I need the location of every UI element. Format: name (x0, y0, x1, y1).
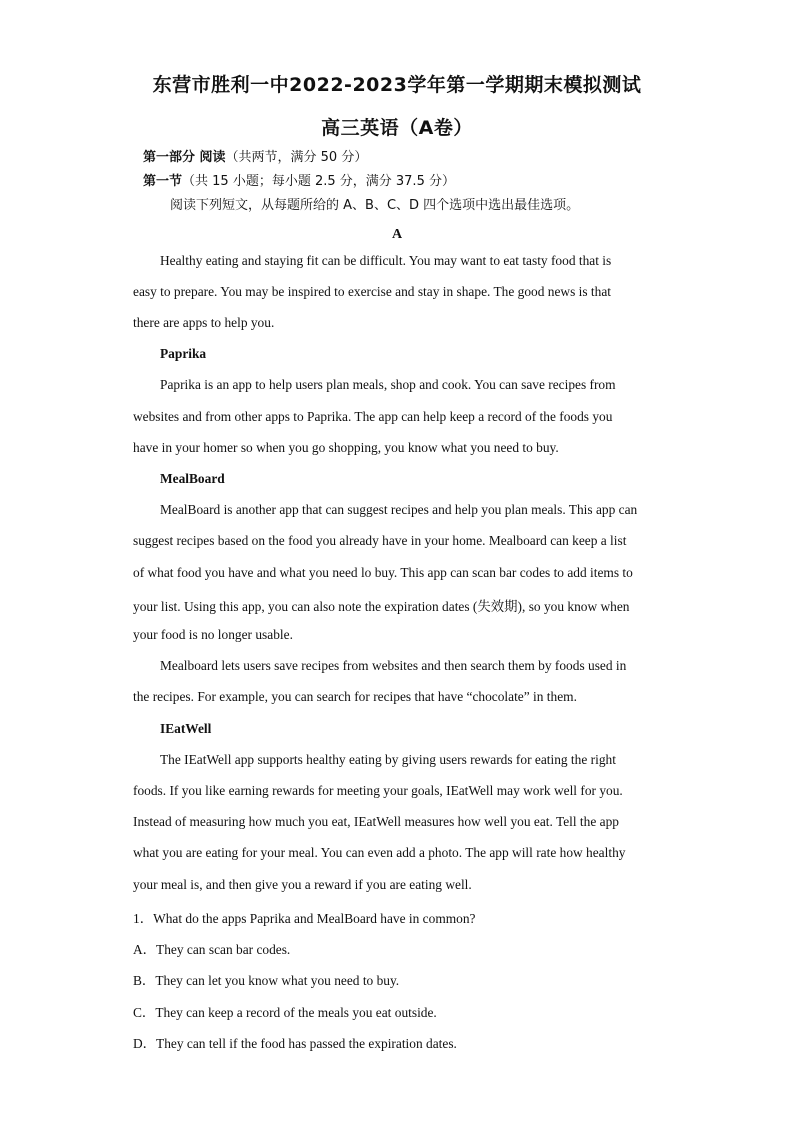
ieatwell-heading: IEatWell (160, 721, 212, 736)
intro-line: Healthy eating and staying fit can be difficult. You may want to eat tasty food that is (160, 253, 612, 268)
part1-line (143, 146, 367, 165)
ieatwell-line: your meal is, and then give you a reward if you are eating well. (133, 877, 472, 892)
ieatwell-line: what you are eating for your meal. You can even add a photo. The app will rate how healthy (133, 845, 626, 860)
option-b: B．They can let you know what you need to buy. (133, 973, 400, 988)
option-c: C．They can keep a record of the meals you eat outside. (133, 1005, 437, 1020)
mealboard-line: MealBoard is another app that can suggest recipes and help you plan meals. This app can (160, 502, 638, 517)
paprika-line: have in your homer so when you go shopping, you know what you need to buy. (133, 440, 559, 455)
intro-line: easy to prepare. You may be inspired to exercise and stay in shape. The good news is that (133, 284, 611, 299)
exam-subtitle: 高三英语（A卷） (321, 117, 473, 139)
exam-title: 东营市胜利一中2022-2023学年第一学期期末模拟测试 (152, 74, 642, 96)
option-a: A．They can scan bar codes. (133, 942, 291, 957)
directions: 阅读下列短文，从每题所给的 A、B、C、D 四个选项中选出最佳选项。 (170, 198, 580, 213)
mealboard-line: your food is no longer usable. (133, 627, 293, 642)
question-stem: 1．What do the apps Paprika and MealBoard have in common? (133, 911, 476, 926)
option-d: D．They can tell if the food has passed the expiration dates. (133, 1036, 457, 1051)
mealboard-heading: MealBoard (160, 471, 225, 486)
ieatwell-line: Instead of measuring how much you eat, IEatWell measures how well you eat. Tell the app (133, 814, 619, 829)
section1-label: 第一节 (143, 174, 183, 189)
ieatwell-line: foods. If you like earning rewards for meeting your goals, IEatWell may work well for you. (133, 783, 623, 798)
passage-label: A (391, 227, 403, 242)
ieatwell-line: The IEatWell app supports healthy eating by giving users rewards for eating the right (160, 752, 616, 767)
intro-line: there are apps to help you. (133, 315, 275, 330)
part1-label: 第一部分 阅读 (143, 150, 226, 165)
paprika-heading: Paprika (160, 346, 207, 361)
section1-detail: （共 15 小题；每小题 2.5 分，满分 37.5 分） (182, 174, 455, 189)
mealboard-line: of what food you have and what you need lo buy. This app can scan bar codes to add items to (133, 565, 633, 580)
part1-detail: （共两节，满分 50 分） (225, 150, 368, 165)
paprika-line: websites and from other apps to Paprika. The app can help keep a record of the foods you (133, 409, 613, 424)
mealboard-line: the recipes. For example, you can search for recipes that have “chocolate” in them. (133, 689, 577, 704)
paprika-line: Paprika is an app to help users plan meals, shop and cook. You can save recipes from (160, 377, 616, 392)
mealboard-line: your list. Using this app, you can also note the expiration dates (失效期), so you know when (133, 599, 630, 614)
mealboard-line: suggest recipes based on the food you already have in your home. Mealboard can keep a list (133, 533, 627, 548)
section1-line (143, 170, 455, 189)
mealboard-line: Mealboard lets users save recipes from websites and then search them by foods used in (160, 658, 627, 673)
